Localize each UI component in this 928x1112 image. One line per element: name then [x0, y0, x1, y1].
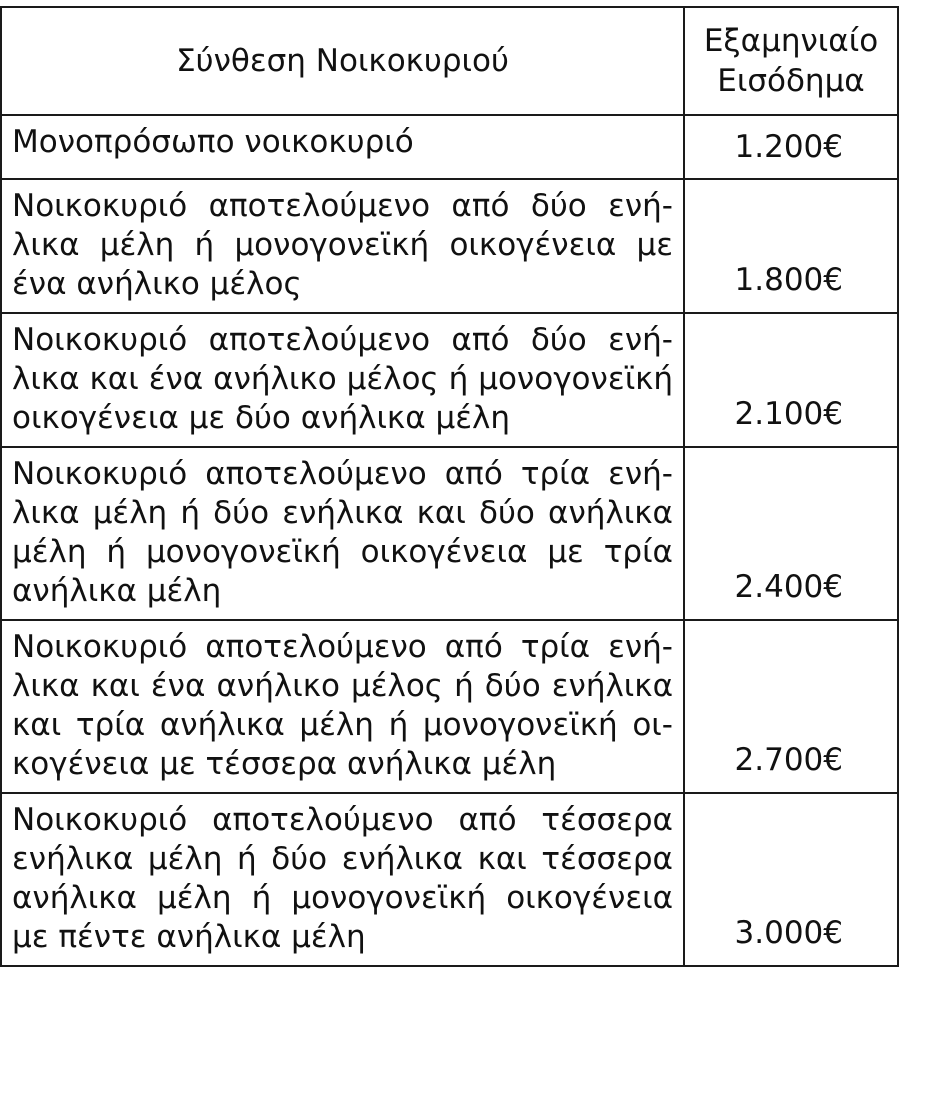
household-composition-cell: Νοικοκυριό αποτελούμενο από τέσσερα ενήλικα μέλη ή δύο ενήλικα και τέσσερα ανήλικα μέλη ή μονογονεϊκή οικογένεια με πέντε ανήλικα μέλη [1, 793, 684, 966]
household-composition-cell: Νοικοκυριό αποτελούμενο από δύο ενή-λικα και ένα ανήλικο μέλος ή μονογονεϊκή οικογένεια με δύο ανήλικα μέλη [1, 313, 684, 447]
table-row [1, 793, 898, 966]
household-composition-cell: Νοικοκυριό αποτελούμενο από τρία ενή-λικα και ένα ανήλικο μέλος ή δύο ενήλικα και τρία ανήλικα μέλη ή μονογονεϊκή οι-κογένεια με τέσσερα ανήλικα μέλη [1, 620, 684, 793]
table-row [1, 313, 898, 447]
income-amount-cell: 2.700€ [684, 620, 898, 793]
table-row [1, 620, 898, 793]
household-composition-cell: Νοικοκυριό αποτελούμενο από τρία ενή-λικα μέλη ή δύο ενήλικα και δύο ανήλικα μέλη ή μονογονεϊκή οικογένεια με τρία ανήλικα μέλη [1, 447, 684, 620]
income-amount-cell: 1.200€ [684, 115, 898, 179]
table-row [1, 447, 898, 620]
income-threshold-table [0, 6, 899, 967]
table-row [1, 115, 898, 179]
income-amount-cell: 1.800€ [684, 179, 898, 313]
header-semester-income: Εξαμηνιαίο Εισόδημα [684, 7, 898, 115]
household-composition-cell: Μονοπρόσωπο νοικοκυριό [1, 115, 684, 179]
table-header-row [1, 7, 898, 115]
income-amount-cell: 2.400€ [684, 447, 898, 620]
household-composition-cell: Νοικοκυριό αποτελούμενο από δύο ενή-λικα μέλη ή μονογονεϊκή οικογένεια με ένα ανήλικο μέλος [1, 179, 684, 313]
table-row [1, 179, 898, 313]
header-household-composition: Σύνθεση Νοικοκυριού [1, 7, 684, 115]
income-amount-cell: 2.100€ [684, 313, 898, 447]
income-amount-cell: 3.000€ [684, 793, 898, 966]
